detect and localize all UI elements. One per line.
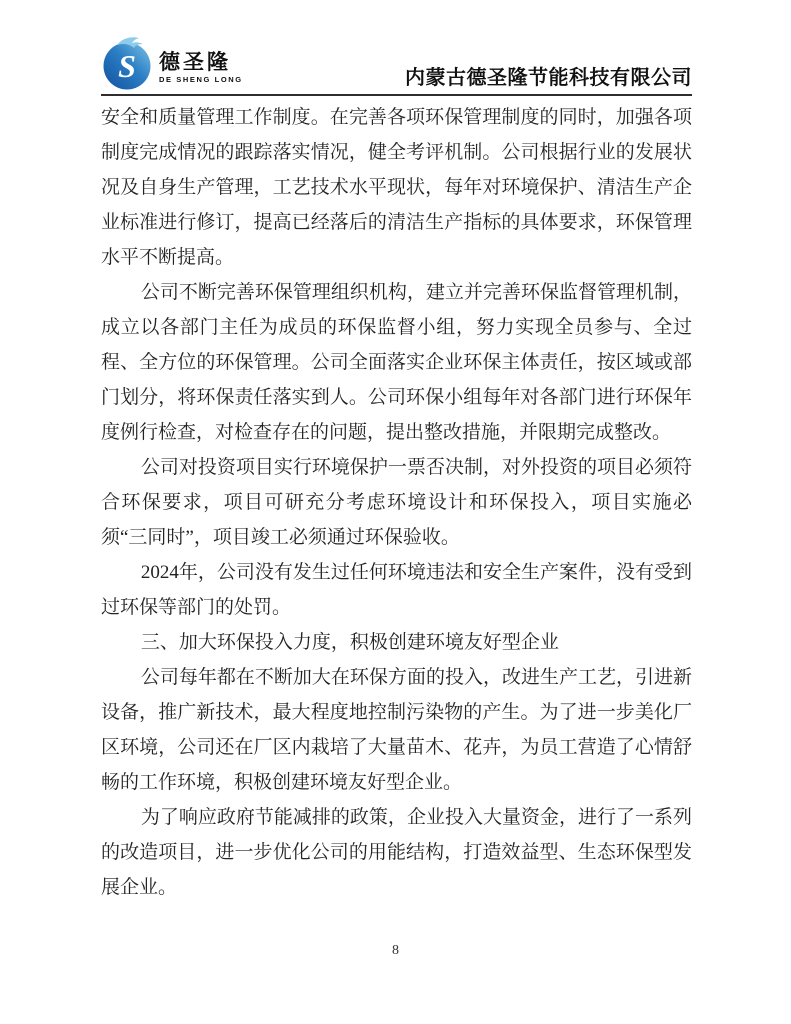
logo-title: 德圣隆 — [159, 51, 231, 74]
page-number: 8 — [392, 943, 399, 958]
body-paragraph-5: 公司每年都在不断加大在环保方面的投入，改进生产工艺，引进新设备，推广新技术，最大程度地控制污染物的产生。为了进一步美化厂区环境，公司还在厂区内栽培了大量苗木、花卉，为员工营造了心情舒畅的工作环境，积极创建环境友好型企业。 — [101, 667, 692, 793]
logo-s-letter: S — [118, 48, 136, 84]
body-paragraph-6: 为了响应政府节能减排的政策，企业投入大量资金，进行了一系列的改造项目，进一步优化公司的用能结构，打造效益型、生态环保型发展企业。 — [101, 807, 692, 898]
company-name: 内蒙古德圣隆节能科技有限公司 — [405, 67, 692, 89]
page-footer — [0, 941, 791, 959]
body-paragraph-1: 安全和质量管理工作制度。在完善各项环保管理制度的同时，加强各项制度完成情况的跟踪落实情况，健全考评机制。公司根据行业的发展状况及自身生产管理，工艺技术水平现状，每年对环境保护、清洁生产企业标准进行修订，提高已经落后的清洁生产指标的具体要求，环保管理水平不断提高。 — [101, 107, 692, 268]
body-paragraph-2: 公司不断完善环保管理组织机构，建立并完善环保监督管理机制，成立以各部门主任为成员的环保监督小组，努力实现全员参与、全过程、全方位的环保管理。公司全面落实企业环保主体责任，按区域或部门划分，将环保责任落实到人。公司环保小组每年对各部门进行环保年度例行检查，对检查存在的问题，提出整改措施，并限期完成整改。 — [101, 282, 692, 443]
body-paragraph-4: 2024年，公司没有发生过任何环境违法和安全生产案件，没有受到过环保等部门的处罚。 — [101, 562, 692, 618]
logo-subtitle: DE SHENG LONG — [159, 75, 243, 84]
document-body — [101, 100, 692, 905]
section-heading: 三、加大环保投入力度，积极创建环境友好型企业 — [140, 632, 559, 653]
header-divider — [101, 94, 692, 96]
body-paragraph-3: 公司对投资项目实行环境保护一票否决制，对外投资的项目必须符合环保要求，项目可研充分考虑环境设计和环保投入，项目实施必须“三同时”，项目竣工必须通过环保验收。 — [101, 457, 692, 548]
